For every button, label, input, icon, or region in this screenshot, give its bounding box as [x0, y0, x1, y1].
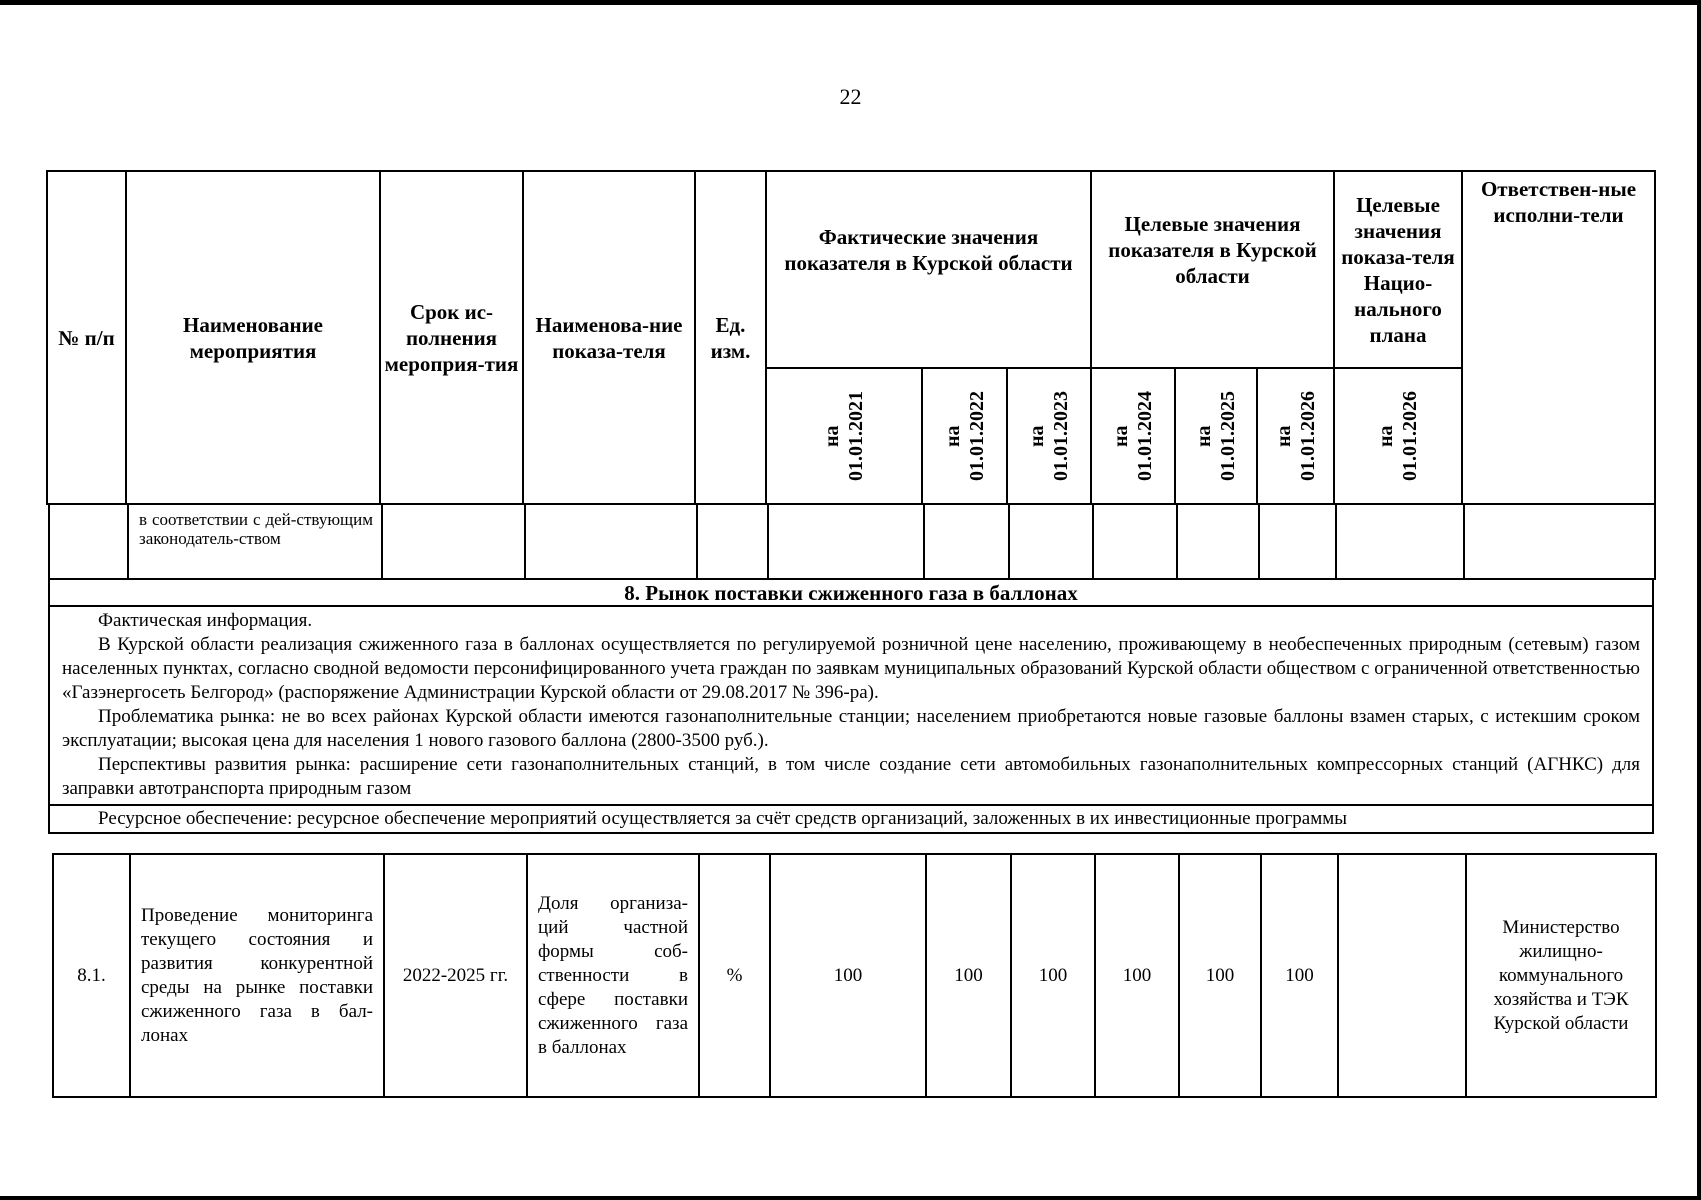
cell-empty [382, 504, 525, 579]
info-paragraph: Проблематика рынка: не во всех районах Курской области имеются газонаполнительные станции; населением приобретаются новые газовые баллоны взамен старых, с истекшим сроком эксплуатации; высокая цена для населения 1 нового газового баллона (2800-3500 руб.). [62, 706, 1640, 751]
info-paragraph: Перспективы развития рынка: расширение сети газонаполнительных станций, в том числе создание сети автомобильных газонаполнительных компрессорных станций (АГНКС) для заправки автотранспорта природным газом [62, 754, 1640, 799]
date-header: на 01.01.2024 [1091, 368, 1175, 504]
date-header: на 01.01.2021 [766, 368, 922, 504]
col-header-target-values: Целевые значения показателя в Курской области [1091, 171, 1334, 368]
cell-empty [49, 504, 128, 579]
date-header: на 01.01.2022 [922, 368, 1007, 504]
cell-empty [1464, 504, 1655, 579]
info-paragraph: Фактическая информация. [98, 610, 313, 631]
date-header: на 01.01.2023 [1007, 368, 1091, 504]
row-value: 100 [926, 854, 1011, 1097]
row-unit: % [699, 854, 770, 1097]
date-header: на 01.01.2026 [1334, 368, 1462, 504]
row-event: Проведение мониторинга текущего состояния и развития конкурентной среды на рынке поставки сжиженного газа в бал-лонах [130, 854, 384, 1097]
cell-empty [1259, 504, 1336, 579]
resource-paragraph: Ресурсное обеспечение: ресурсное обеспечение мероприятий осуществляется за счёт средств организаций, заложенных в их инвестиционные программы [98, 808, 1348, 829]
info-paragraph: В Курской области реализация сжиженного газа в баллонах осуществляется по регулируемой розничной цене населению, проживающему в необеспеченных природным (сетевым) газом населенных пунктах, согласно сводной ведомости персонифицированного учета граждан по заявкам муниципальных образований Курской области обществом с ограниченной ответственностью «Газэнергосеть Белгород» (распоряжение Администрации Курской области от 29.08.2017 № 396-ра). [62, 634, 1640, 703]
header-table [46, 170, 1656, 505]
cell-empty [697, 504, 768, 579]
row-value: 100 [1011, 854, 1095, 1097]
cell-empty [525, 504, 697, 579]
continuation-text: в соответствии с дей-ствующим законодатель-ством [128, 504, 382, 579]
section-title-table [48, 578, 1654, 607]
col-header-event: Наименование мероприятия [126, 171, 380, 504]
continuation-table [48, 503, 1656, 580]
row-value: 100 [1261, 854, 1338, 1097]
col-header-actual-values: Фактические значения показателя в Курской области [766, 171, 1091, 368]
cell-empty [1093, 504, 1177, 579]
row-value: 100 [1095, 854, 1179, 1097]
row-deadline: 2022-2025 гг. [384, 854, 527, 1097]
cell-empty [1177, 504, 1259, 579]
row-responsible: Министерство жилищно-коммунального хозяйства и ТЭК Курской области [1466, 854, 1656, 1097]
resource-info [49, 805, 1653, 833]
col-header-num: № п/п [47, 171, 126, 504]
section-info-table [48, 605, 1654, 834]
row-number: 8.1. [53, 854, 130, 1097]
cell-empty [1009, 504, 1093, 579]
date-header: на 01.01.2025 [1175, 368, 1257, 504]
col-header-deadline: Срок ис-полнения мероприя-тия [380, 171, 523, 504]
date-header: на 01.01.2026 [1257, 368, 1334, 504]
col-header-indicator: Наименова-ние показа-теля [523, 171, 695, 504]
row-value [1338, 854, 1466, 1097]
row-value: 100 [1179, 854, 1261, 1097]
cell-empty [924, 504, 1009, 579]
page-number: 22 [839, 84, 862, 109]
cell-empty [1336, 504, 1464, 579]
section-info [49, 606, 1653, 805]
col-header-unit: Ед. изм. [695, 171, 766, 504]
row-indicator: Доля организа-ций частной формы соб-ственности в сфере поставки сжиженного газа в баллонах [527, 854, 699, 1097]
col-header-responsible: Ответствен-ные исполни-тели [1462, 171, 1655, 504]
col-header-national-plan: Целевые значения показа-теля Нацио-нального плана [1334, 171, 1462, 368]
row-value: 100 [770, 854, 926, 1097]
cell-empty [768, 504, 924, 579]
data-table [52, 853, 1657, 1098]
table-row [53, 854, 1656, 1097]
section-title: 8. Рынок поставки сжиженного газа в баллонах [49, 579, 1653, 606]
